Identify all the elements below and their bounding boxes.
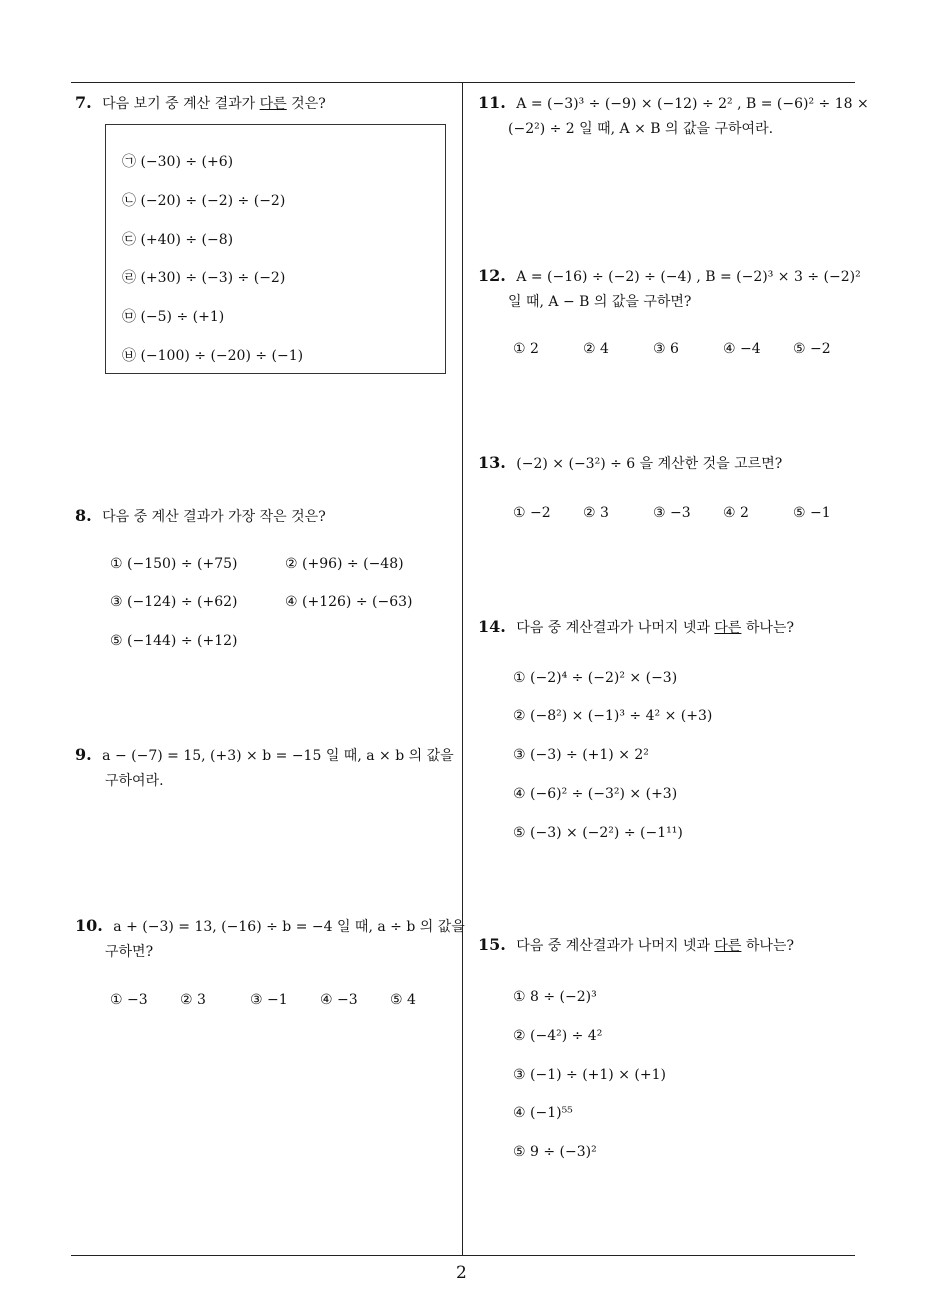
answer-option: ⑤ −2 [793,341,831,357]
question-number: 10. [75,916,103,935]
question-text: a − (−7) = 15, (+3) × b = −15 일 때, a × b 의 값을 [102,748,454,764]
answer-option: ② (+96) ÷ (−48) [285,556,404,572]
answer-option: ③ 6 [653,341,679,357]
answer-option: ④ (+126) ÷ (−63) [285,594,413,610]
answer-option: ④ −3 [320,992,358,1008]
question-15 [478,932,794,959]
answer-option: ② (−4²) ÷ 4² [513,1028,603,1044]
answer-option: ④ 2 [723,505,749,521]
answer-option: ③ (−3) ÷ (+1) × 2² [513,747,649,763]
answer-option: ③ (−1) ÷ (+1) × (+1) [513,1067,666,1083]
question-number: 7. [75,93,92,112]
question-number: 12. [478,266,506,285]
page-number: 2 [456,1263,467,1283]
answer-option: ④ (−6)² ÷ (−3²) × (+3) [513,786,678,802]
question-text-continued: 일 때, A − B 의 값을 구하면? [508,294,692,310]
question-text-continued: 구하여라. [105,773,164,789]
answer-option: ③ −3 [653,505,691,521]
question-number: 11. [478,93,506,112]
answer-option: ① 2 [513,341,539,357]
answer-option: ② (−8²) × (−1)³ ÷ 4² × (+3) [513,708,713,724]
column-divider [462,83,463,1255]
answer-option: ③ −1 [250,992,288,1008]
underlined-word: 다른 [259,96,287,112]
answer-option: ④ −4 [723,341,761,357]
answer-option: ① −2 [513,505,551,521]
question-12 [478,263,861,290]
answer-option: ⑤ (−144) ÷ (+12) [110,633,238,649]
question-number: 14. [478,617,506,636]
question-13 [478,450,782,477]
question-7 [75,90,326,117]
answer-option: ② 3 [583,505,609,521]
answer-option: ⑤ 9 ÷ (−3)² [513,1144,597,1160]
underlined-word: 다른 [714,620,742,636]
question-number: 8. [75,506,92,525]
question-text-continued: (−2²) ÷ 2 일 때, A × B 의 값을 구하여라. [508,121,774,137]
question-text: A = (−3)³ ÷ (−9) × (−12) ÷ 2² , B = (−6)² ÷ 18 × [516,96,869,112]
question-14 [478,614,794,641]
top-rule [71,82,855,83]
question-text: (−2) × (−3²) ÷ 6 을 계산한 것을 고르면? [516,456,783,472]
example-item: ㉣ (+30) ÷ (−3) ÷ (−2) [122,270,286,286]
answer-option: ④ (−1)⁵⁵ [513,1105,573,1121]
answer-option: ① (−2)⁴ ÷ (−2)² × (−3) [513,670,678,686]
question-8 [75,503,326,530]
question-text: 다음 중 계산 결과가 가장 작은 것은? [102,509,326,525]
answer-option: ① (−150) ÷ (+75) [110,556,238,572]
bottom-rule [71,1255,855,1256]
answer-option: ① −3 [110,992,148,1008]
question-text: a + (−3) = 13, (−16) ÷ b = −4 일 때, a ÷ b 의 값을 [113,919,465,935]
question-text: 다음 중 계산결과가 나머지 넷과 다른 하나는? [516,938,794,954]
question-text: 다음 보기 중 계산 결과가 다른 것은? [102,96,326,112]
question-text: A = (−16) ÷ (−2) ÷ (−4) , B = (−2)³ × 3 ÷ (−2)² [516,269,861,285]
answer-option: ③ (−124) ÷ (+62) [110,594,238,610]
answer-option: ⑤ (−3) × (−2²) ÷ (−1¹¹) [513,825,683,841]
example-item: ㉥ (−100) ÷ (−20) ÷ (−1) [122,348,304,364]
question-text: 다음 중 계산결과가 나머지 넷과 다른 하나는? [516,620,794,636]
question-9 [75,742,454,769]
question-number: 15. [478,935,506,954]
example-item: ㉢ (+40) ÷ (−8) [122,232,234,248]
question-number: 13. [478,453,506,472]
example-item: ㉡ (−20) ÷ (−2) ÷ (−2) [122,193,286,209]
question-10 [75,913,465,940]
question-11 [478,90,869,117]
underlined-word: 다른 [714,938,742,954]
example-item: ㉤ (−5) ÷ (+1) [122,309,225,325]
answer-option: ① 8 ÷ (−2)³ [513,989,597,1005]
answer-option: ⑤ −1 [793,505,831,521]
question-text-continued: 구하면? [105,944,154,960]
example-item: ㉠ (−30) ÷ (+6) [122,154,234,170]
question-number: 9. [75,745,92,764]
answer-option: ② 3 [180,992,206,1008]
answer-option: ⑤ 4 [390,992,416,1008]
answer-option: ② 4 [583,341,609,357]
